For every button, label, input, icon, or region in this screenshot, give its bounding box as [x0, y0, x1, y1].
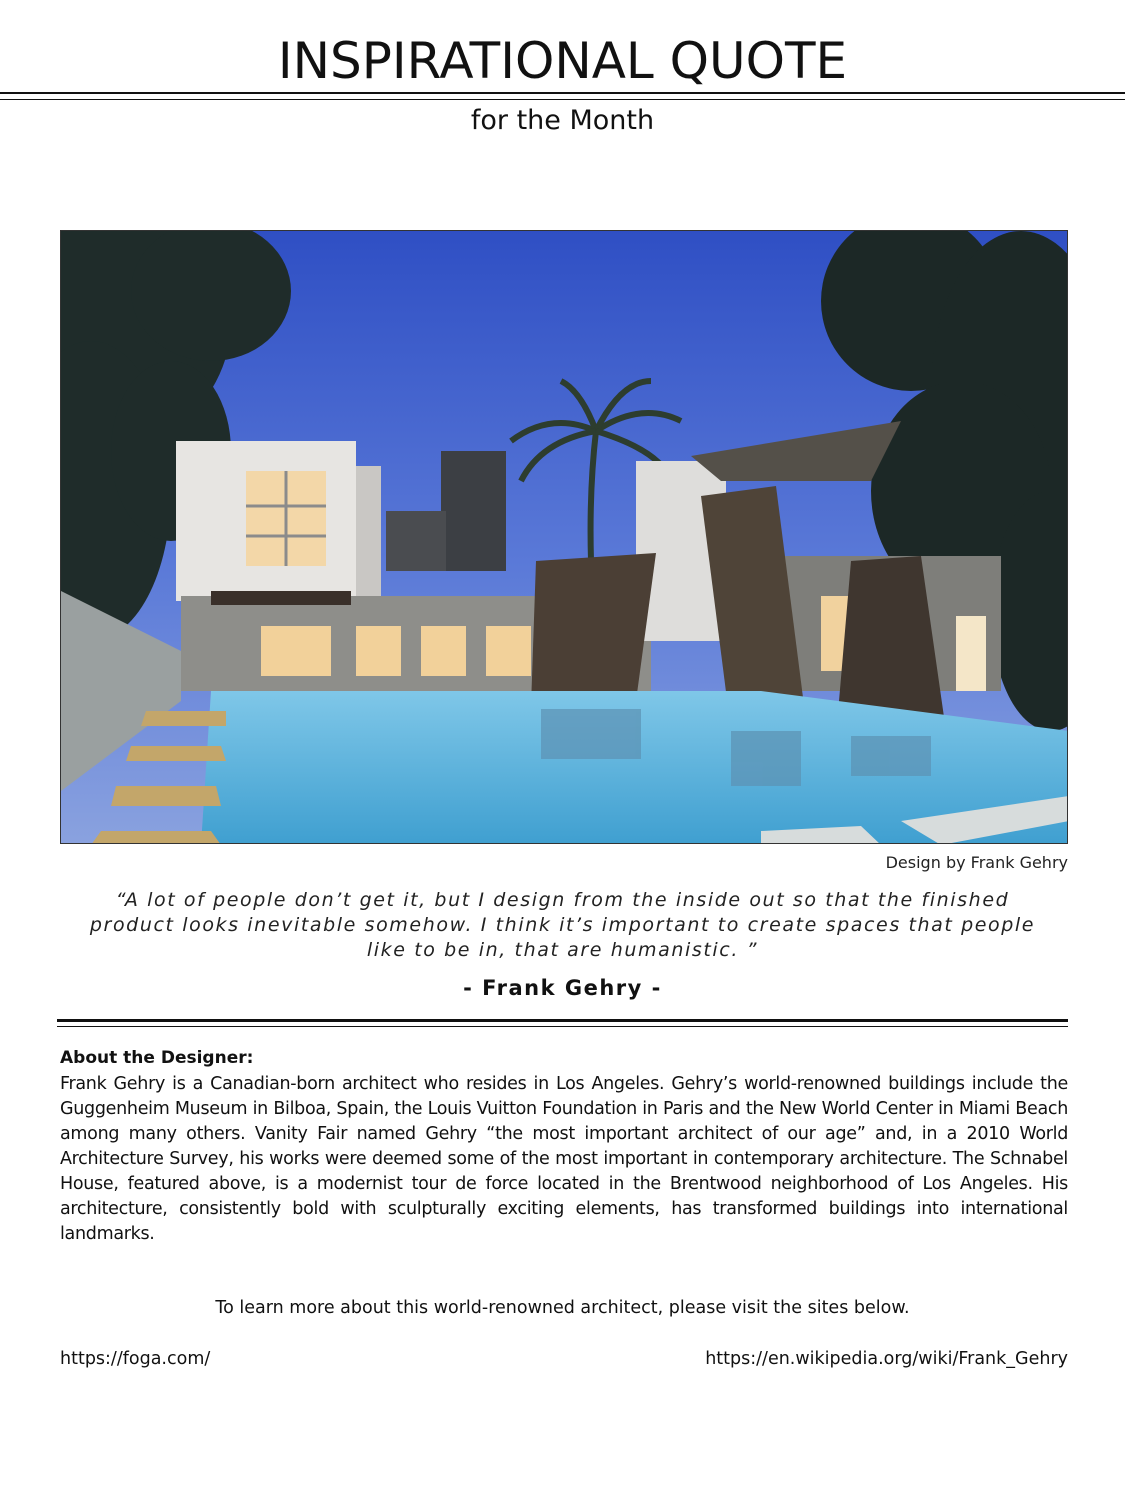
section-divider-thick	[57, 1019, 1068, 1022]
title-divider-thin	[0, 99, 1125, 100]
page-subtitle: for the Month	[470, 105, 655, 136]
architecture-photo	[60, 230, 1068, 844]
about-heading: About the Designer:	[60, 1048, 254, 1068]
photo-caption: Design by Frank Gehry	[885, 853, 1068, 872]
page-title: INSPIRATIONAL QUOTE	[277, 32, 848, 90]
quote-author: - Frank Gehry -	[463, 976, 662, 1000]
foga-link[interactable]: https://foga.com/	[60, 1349, 211, 1369]
learn-more-text: To learn more about this world-renowned architect, please visit the sites below.	[215, 1298, 910, 1318]
wikipedia-link[interactable]: https://en.wikipedia.org/wiki/Frank_Gehry	[705, 1349, 1068, 1369]
section-divider-thin	[57, 1026, 1068, 1027]
quote-text: “A lot of people don’t get it, but I design from the inside out so that the finished product looks inevitable somehow. I think it’s important to create spaces that people like to be in, that are humanistic. ”	[89, 889, 1036, 961]
about-body: Frank Gehry is a Canadian-born architect who resides in Los Angeles. Gehry’s world-renowned buildings include the Guggenheim Museum in Bilboa, Spain, the Louis Vuitton Foundation in Paris and the New World Center in Miami Beach among many others. Vanity Fair named Gehry “the most important architect of our age” and, in a 2010 World Architecture Survey, his works were deemed some of the most important in contemporary architecture. The Schnabel House, featured above, is a modernist tour de force located in the Brentwood neighborhood of Los Angeles. His architecture, consistently bold with sculpturally exciting elements, has transformed buildings into international landmarks.	[60, 1074, 1068, 1244]
title-divider-thick	[0, 92, 1125, 94]
